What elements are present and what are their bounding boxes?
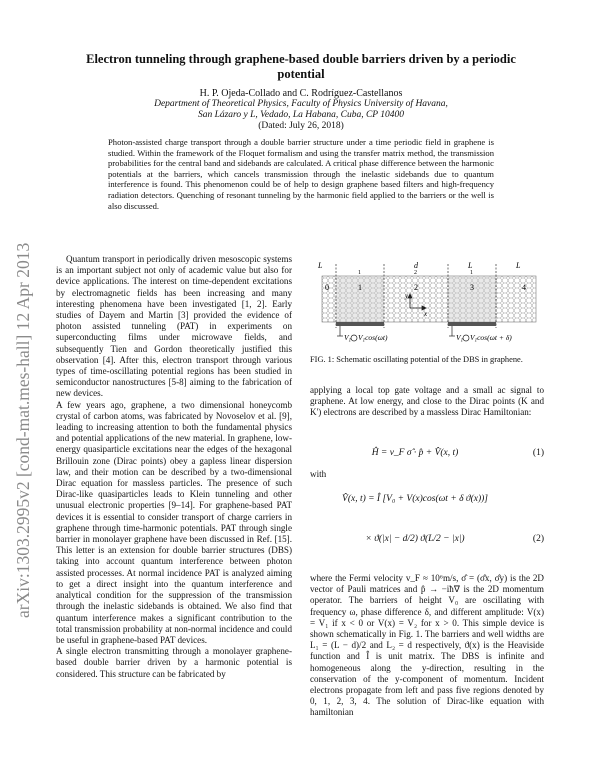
left-paragraph-2: A few years ago, graphene, a two dimensional honeycomb crystal of carbon atoms, was fabricated by Novoselov et al. [9], leading to increasing attention to both the fundamental physics and potential applications of the new material. In graphene, low-energy quasiparticle excitations near the edges of the hexagonal Brillouin zone (Dirac points) obey a gapless linear dispersion law, and their motion can be described by a two-dimensional Dirac equation for massless particles. The presence of such Dirac-like quasiparticles leads to Klein tunneling and other unusual electronic properties [9–14]. For graphene-based PAT devices it is essential to consider transport of charge carriers in graphene through time-harmonic potentials. PAT through single barrier in monolayer graphene have been discussed in Ref. [15]. This letter is an extension for double barrier structures (DBS) taking into account quantum interference between photon assisted processes. At normal incidence PAT is analyzed aiming to get a direct insight into the quantum interference and analytical condition for the suppression of the transmission through the inelastic sidebands is obtained. We also find that quantum interference makes a significant contribution to the total transmission probability at non-normal incidence and could be useful in graphene-based PAT devices. — [56, 399, 292, 645]
sub-label-2: 2 — [414, 270, 417, 276]
equation-2a-expression: V̂(x, t) = Î [V₀ + V(x)cos(ωt + δ ϑ(x))] — [342, 494, 488, 504]
left-column — [56, 254, 292, 680]
figure-1-caption: FIG. 1: Schematic oscillating potential of the DBS in graphene. — [310, 355, 523, 364]
equation-2-line-1 — [310, 494, 544, 508]
top-label-1: L — [318, 261, 323, 270]
top-label-3: L — [468, 261, 473, 270]
sub-label-1: 1 — [358, 270, 361, 276]
paper-abstract: Photon-assisted charge transport through a double barrier structure under a time periodic field in graphene is studied. Within the framework of the Floquet formalism and using the transfer matrix method, the transmission probabilities for the central band and sidebands are calculated. A critical phase difference between the harmonic potentials at the barriers, which cancels transmission through the inelastic sidebands due to quantum interference is found. This phenomenon could be of help to design graphene based filters and high-frequency radiation detectors. Quenching of resonant tunneling by the harmonic field applied to the barriers or the well is also discussed. — [108, 137, 494, 211]
sub-label-3: 1 — [470, 270, 473, 276]
gate-2-dc-label: $V_1$ — [456, 333, 464, 344]
right-column-top — [310, 385, 544, 419]
affiliation-line-1: Department of Theoretical Physics, Faculty of Physics University of Havana, — [154, 99, 448, 109]
axis-y-label: y — [405, 292, 409, 300]
gate-1-ac-label: $V_1\cos(\omega t)$ — [358, 333, 388, 344]
left-paragraph-3: A single electron transmitting through a monolayer graphene-based double barrier driven by a harmonic potential is considered. This structure can be fabricated by — [56, 646, 292, 679]
equation-1-expression: Ĥ = v_F σ̂ · p̂ + V̂(x, t) — [371, 448, 459, 458]
right-paragraph-1: applying a local top gate voltage and a small ac signal to graphene. At low energy, and close to the Dirac points (K and K') electrons are described by a massless Dirac Hamiltonian: — [310, 385, 544, 418]
equation-2b-expression: × ϑ(|x| − d/2) ϑ(L/2 − |x|) — [365, 534, 465, 544]
paper-authors: H. P. Ojeda-Collado and C. Rodríguez-Castellanos — [199, 88, 403, 99]
arxiv-sidebar-stamp — [8, 150, 38, 620]
left-paragraph-1: Quantum transport in periodically driven mesoscopic systems is an important subject not only of academic value but also for device applications. The interest on time-dependent excitations by electromagnetic fields has been increasing and many interesting phenomena have been investigated [1, 2]. Early studies of Dayem and Martin [3] provided the evidence of photon assisted tunneling (PAT) in experiments on superconducting films under microwave fields, and subsequently Tien and Gordon theoretically justified this observation [4]. After this, electron transport through various types of time-oscillating potential regions has been studied in semiconductor nanostructures [5-8] aiming to the fabrication of new devices. — [56, 254, 292, 399]
gate-contact-1 — [336, 322, 384, 326]
gate-1-dc-label: $V_1$ — [344, 333, 352, 344]
top-label-2: d — [414, 261, 418, 270]
gate-2-ac-label: $V_1\cos(\omega t + \delta)$ — [470, 333, 512, 344]
region-label-1: 1 — [358, 283, 362, 292]
affiliation-line-2: San Lázaro y L, Vedado, La Habana, Cuba, CP 10400 — [197, 110, 405, 120]
right-column-bottom — [310, 573, 544, 719]
region-label-0: 0 — [325, 283, 329, 292]
region-label-4: 4 — [522, 283, 526, 292]
equation-2-line-2 — [310, 534, 544, 548]
equation-1 — [310, 448, 544, 462]
right-paragraph-2: where the Fermi velocity v_F ≈ 10⁶m/s, σ̂ = (σ̂x, σ̂y) is the 2D vector of Pauli matrices and p̂ → −iħ∇ is the 2D momentum operator. The barriers of height V₀ are oscillating with frequency ω, phase difference δ, and different amplitude: V(x) = V₁ if x < 0 or V(x) = V₂ for x > 0. This simple device is shown schematically in Fig. 1. The barriers and well widths are L₁ = (L − d)/2 and L₂ = d respectively, ϑ(x) is the Heaviside function and Î is unit matrix. The DBS is infinite and homogeneous along the y-direction, resulting in the conservation of the y-component of momentum. Incident electrons propagate from left and pass five regions denoted by 0, 1, 2, 3, 4. The solution of Dirac-like equation with hamiltonian — [310, 573, 544, 718]
axis-x-label: x — [424, 310, 428, 318]
figure-1-schematic — [310, 258, 544, 352]
equation-1-number: (1) — [532, 448, 544, 458]
paper-date: (Dated: July 26, 2018) — [258, 121, 344, 131]
arxiv-id-text: arXiv:1303.2995v2 [cond-mat.mes-hall] 12 Apr 2013 — [13, 242, 33, 618]
equation-2-number: (2) — [532, 534, 544, 544]
top-label-4: L — [516, 261, 521, 270]
gate-contact-2 — [448, 322, 496, 326]
paper-affiliation — [70, 99, 532, 121]
with-word: with — [310, 469, 327, 479]
paper-title: Electron tunneling through graphene-based double barriers driven by a periodic potential — [86, 52, 516, 81]
region-label-3: 3 — [470, 283, 474, 292]
region-label-2: 2 — [414, 283, 418, 292]
